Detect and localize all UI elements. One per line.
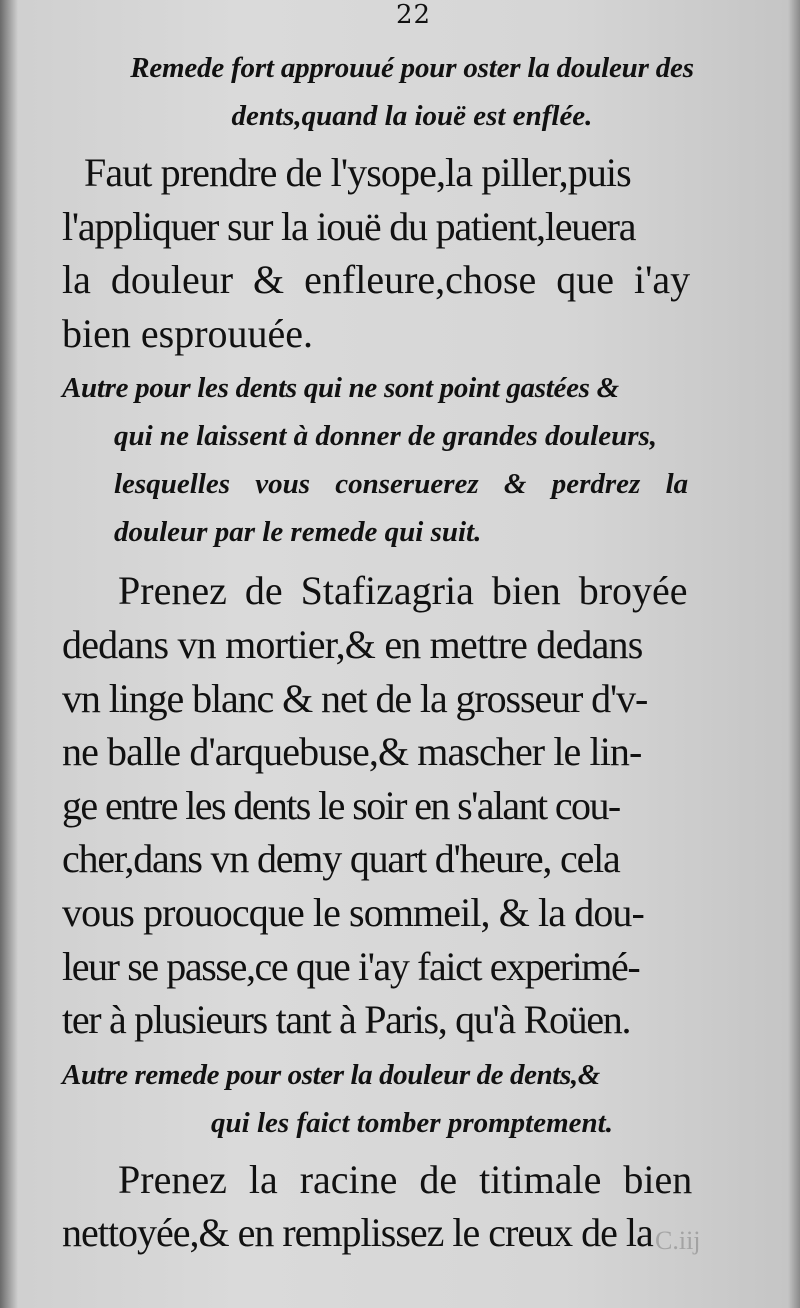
heading-line: douleur par le remede qui suit. (114, 516, 482, 549)
body-line: Prenez la racine de titimale bien (118, 1156, 693, 1202)
body-line: bien esprouuée. (62, 310, 314, 356)
body-line: ge entre les dents le soir en s'alant cou- (62, 782, 620, 828)
catchword: C.iij (655, 1226, 701, 1255)
body-line: vous prouocque le sommeil, & la dou- (62, 889, 644, 935)
recipe-heading-2 (62, 364, 762, 556)
heading-line: Autre pour les dents qui ne sont point gastées & (62, 372, 619, 405)
body-line: l'appliquer sur la iouë du patient,leuera (62, 203, 636, 249)
body-line: nettoyée,& en remplissez le creux de la (62, 1210, 653, 1256)
recipe-body-1 (62, 146, 762, 360)
text-block (62, 44, 762, 1260)
body-line: cher,dans vn demy quart d'heure, cela (62, 836, 620, 882)
page-binding-shadow (0, 0, 18, 1308)
recipe-heading-3 (62, 1051, 762, 1147)
body-line: Prenez de Stafizagria bien broyée (118, 568, 688, 614)
heading-line: qui ne laissent à donner de grandes douleurs, (114, 420, 658, 453)
body-line: vn linge blanc & net de la grosseur d'v- (62, 675, 648, 721)
heading-line: dents,quand la iouë est enflée. (231, 100, 593, 132)
page-edge-shadow (788, 0, 800, 1308)
body-line: Faut prendre de l'ysope,la piller,puis (84, 150, 631, 195)
heading-line: Autre remede pour oster la douleur de dents,& (62, 1058, 600, 1091)
recipe-heading-1 (62, 44, 762, 140)
page-number: 22 (396, 0, 432, 30)
heading-line: lesquelles vous conseruerez & perdrez la (114, 468, 689, 501)
heading-line: Remede fort approuué pour oster la douleur des (130, 52, 694, 84)
body-line: ter à plusieurs tant à Paris, qu'à Roüen. (62, 997, 631, 1043)
body-line: dedans vn mortier,& en mettre dedans (62, 621, 643, 667)
recipe-body-2 (62, 564, 762, 1046)
body-line: ne balle d'arquebuse,& mascher le lin- (62, 729, 642, 775)
body-line: leur se passe,ce que i'ay faict experimé- (62, 943, 640, 989)
body-line: la douleur & enfleure,chose que i'ay (62, 257, 691, 303)
heading-line: qui les faict tomber promptement. (211, 1106, 613, 1139)
